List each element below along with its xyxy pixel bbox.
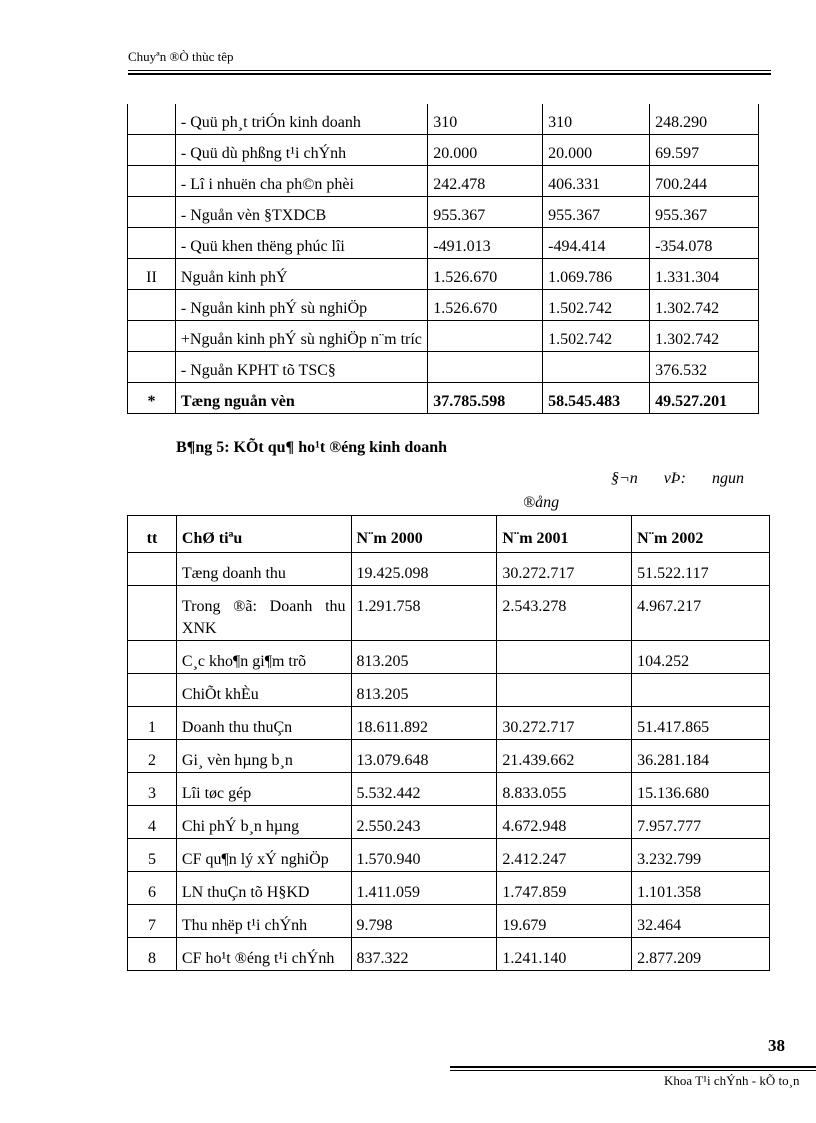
table-cell: 310 — [428, 104, 543, 135]
unit-label-cont: ®ång — [523, 494, 560, 511]
table-cell: 6 — [128, 872, 177, 905]
footer-text: Khoa T¹i chÝnh - kÕ to¸n — [664, 1073, 800, 1088]
table-cell: 1.526.670 — [428, 259, 543, 290]
table-cell: 8.833.055 — [497, 773, 632, 806]
table-cell: 248.290 — [650, 104, 759, 135]
table-row — [128, 553, 770, 586]
table-row — [128, 197, 759, 228]
table-cell — [128, 166, 176, 197]
table-cell: 4.672.948 — [497, 806, 632, 839]
table-cell: 7.957.777 — [632, 806, 770, 839]
table-cell: - Nguån kinh phÝ sù nghiÖp — [175, 290, 427, 321]
table-cell — [128, 228, 176, 259]
table-cell: 1 — [128, 707, 177, 740]
table-cell: -494.414 — [543, 228, 650, 259]
table-cell — [128, 553, 177, 586]
table-cell: 4.967.217 — [632, 586, 770, 641]
table-cell: - Quü ph¸t triÓn kinh doanh — [175, 104, 427, 135]
column-header: ChØ tiªu — [176, 516, 351, 553]
table-cell: 7 — [128, 905, 177, 938]
table-cell: 2.412.247 — [497, 839, 632, 872]
table-row — [128, 773, 770, 806]
table-cell: 5 — [128, 839, 177, 872]
table-cell — [128, 104, 176, 135]
table-cell: 58.545.483 — [543, 383, 650, 414]
table-row — [128, 166, 759, 197]
table-cell — [128, 641, 177, 674]
table-row — [128, 383, 759, 414]
table-row — [128, 707, 770, 740]
table-cell: 1.241.140 — [497, 938, 632, 971]
table-cell: -491.013 — [428, 228, 543, 259]
table-cell: - Nguån vèn §TXDCB — [175, 197, 427, 228]
table-cell: Chi phÝ b¸n hµng — [176, 806, 351, 839]
table-cell: Tæng doanh thu — [176, 553, 351, 586]
table-cell: +Nguån kinh phÝ sù nghiÖp n¨m tríc — [175, 321, 427, 352]
table-cell: 1.747.859 — [497, 872, 632, 905]
table-row — [128, 938, 770, 971]
table-cell: 242.478 — [428, 166, 543, 197]
table-cell: 310 — [543, 104, 650, 135]
table-cell: 20.000 — [543, 135, 650, 166]
table-cell: 813.205 — [351, 641, 497, 674]
table-cell: 15.136.680 — [632, 773, 770, 806]
table-cell — [428, 321, 543, 352]
table-cell: 13.079.648 — [351, 740, 497, 773]
table-cell: 1.069.786 — [543, 259, 650, 290]
table-cell — [128, 290, 176, 321]
table-cell — [128, 135, 176, 166]
table-cell: - Lî i nhuën cha ph©n phèi — [175, 166, 427, 197]
table-cell: 2 — [128, 740, 177, 773]
table-cell: 1.302.742 — [650, 321, 759, 352]
table-cell: 1.302.742 — [650, 290, 759, 321]
table-cell: 955.367 — [543, 197, 650, 228]
footer-rule-thin — [450, 1070, 816, 1071]
table-cell: CF ho¹t ®éng t¹i chÝnh — [176, 938, 351, 971]
table-cell: -354.078 — [650, 228, 759, 259]
table-cell: 406.331 — [543, 166, 650, 197]
table-cell — [497, 641, 632, 674]
table-cell: 30.272.717 — [497, 553, 632, 586]
table-cell: 37.785.598 — [428, 383, 543, 414]
column-header: N¨m 2000 — [351, 516, 497, 553]
table-cell: Gi¸ vèn hµng b¸n — [176, 740, 351, 773]
header-rule-thin — [128, 70, 771, 71]
table-cell: 32.464 — [632, 905, 770, 938]
table-cell — [128, 352, 176, 383]
table-cell: 19.425.098 — [351, 553, 497, 586]
table-cell: Doanh thu thuÇn — [176, 707, 351, 740]
table-cell: 2.877.209 — [632, 938, 770, 971]
table-cell: 3 — [128, 773, 177, 806]
table-cell: Trong ®ã: Doanh thu XNK — [176, 586, 351, 641]
table-row — [128, 352, 759, 383]
table-cell: CF qu¶n lý xÝ nghiÖp — [176, 839, 351, 872]
table-cell: 2.550.243 — [351, 806, 497, 839]
table-row — [128, 872, 770, 905]
table-cell: Tæng nguån vèn — [175, 383, 427, 414]
business-results-table — [127, 515, 770, 971]
footer-rule-thick — [450, 1066, 816, 1068]
table-cell: II — [128, 259, 176, 290]
table-cell: Lîi tøc gép — [176, 773, 351, 806]
column-header: N¨m 2002 — [632, 516, 770, 553]
table-cell: 955.367 — [650, 197, 759, 228]
table-row — [128, 586, 770, 641]
table-cell — [128, 197, 176, 228]
table-cell: 700.244 — [650, 166, 759, 197]
table-cell: - Nguån KPHT tõ TSC§ — [175, 352, 427, 383]
table-row — [128, 740, 770, 773]
table-cell: ChiÕt khÈu — [176, 674, 351, 707]
table-cell: 104.252 — [632, 641, 770, 674]
table-cell: 9.798 — [351, 905, 497, 938]
table-row — [128, 259, 759, 290]
table-cell: 2.543.278 — [497, 586, 632, 641]
table-cell: Thu nhëp t¹i chÝnh — [176, 905, 351, 938]
table-row — [128, 674, 770, 707]
table-cell: 1.502.742 — [543, 321, 650, 352]
table-cell: 51.522.117 — [632, 553, 770, 586]
table-cell: 1.570.940 — [351, 839, 497, 872]
table-row — [128, 290, 759, 321]
table-cell: 20.000 — [428, 135, 543, 166]
table-row — [128, 839, 770, 872]
table-cell — [428, 352, 543, 383]
table-cell — [128, 674, 177, 707]
table-row — [128, 641, 770, 674]
table-cell: 3.232.799 — [632, 839, 770, 872]
table-cell: 30.272.717 — [497, 707, 632, 740]
table-row — [128, 806, 770, 839]
page-number: 38 — [768, 1036, 785, 1055]
table-cell: C¸c kho¶n gi¶m trõ — [176, 641, 351, 674]
table-cell: 1.411.059 — [351, 872, 497, 905]
table-cell — [497, 674, 632, 707]
table-cell: 955.367 — [428, 197, 543, 228]
table-cell: 1.101.358 — [632, 872, 770, 905]
table-cell: 21.439.662 — [497, 740, 632, 773]
table-cell — [632, 674, 770, 707]
table-cell: 4 — [128, 806, 177, 839]
table-cell: 5.532.442 — [351, 773, 497, 806]
table-row — [128, 321, 759, 352]
table-cell: 8 — [128, 938, 177, 971]
table-row — [128, 228, 759, 259]
table-cell: 1.331.304 — [650, 259, 759, 290]
unit-label: §¬n vÞ: ngun — [611, 470, 744, 487]
table-cell: - Quü dù phßng t¹i chÝnh — [175, 135, 427, 166]
table-cell — [543, 352, 650, 383]
table-cell — [128, 321, 176, 352]
table-row — [128, 905, 770, 938]
table-caption: B¶ng 5: KÕt qu¶ ho¹t ®éng kinh doanh — [176, 439, 448, 456]
page-header-title: Chuyªn ®Ò thùc têp — [128, 49, 234, 64]
table-cell: 1.526.670 — [428, 290, 543, 321]
table-cell: LN thuÇn tõ H§KD — [176, 872, 351, 905]
header-rule-thick — [128, 73, 771, 75]
table-cell: - Quü khen thëng phúc lîi — [175, 228, 427, 259]
table-cell: 19.679 — [497, 905, 632, 938]
table-cell: 36.281.184 — [632, 740, 770, 773]
table-cell: 51.417.865 — [632, 707, 770, 740]
column-header: tt — [128, 516, 177, 553]
table-cell: 49.527.201 — [650, 383, 759, 414]
table-cell: 1.291.758 — [351, 586, 497, 641]
table-cell: 1.502.742 — [543, 290, 650, 321]
table-row — [128, 104, 759, 135]
table-cell: 18.611.892 — [351, 707, 497, 740]
table-cell: 813.205 — [351, 674, 497, 707]
column-header: N¨m 2001 — [497, 516, 632, 553]
table-cell: 376.532 — [650, 352, 759, 383]
table-cell: * — [128, 383, 176, 414]
balance-table — [127, 104, 759, 414]
table-row — [128, 135, 759, 166]
table-cell — [128, 586, 177, 641]
table-cell: Nguån kinh phÝ — [175, 259, 427, 290]
table-cell: 69.597 — [650, 135, 759, 166]
table-header-row — [128, 516, 770, 553]
table-cell: 837.322 — [351, 938, 497, 971]
